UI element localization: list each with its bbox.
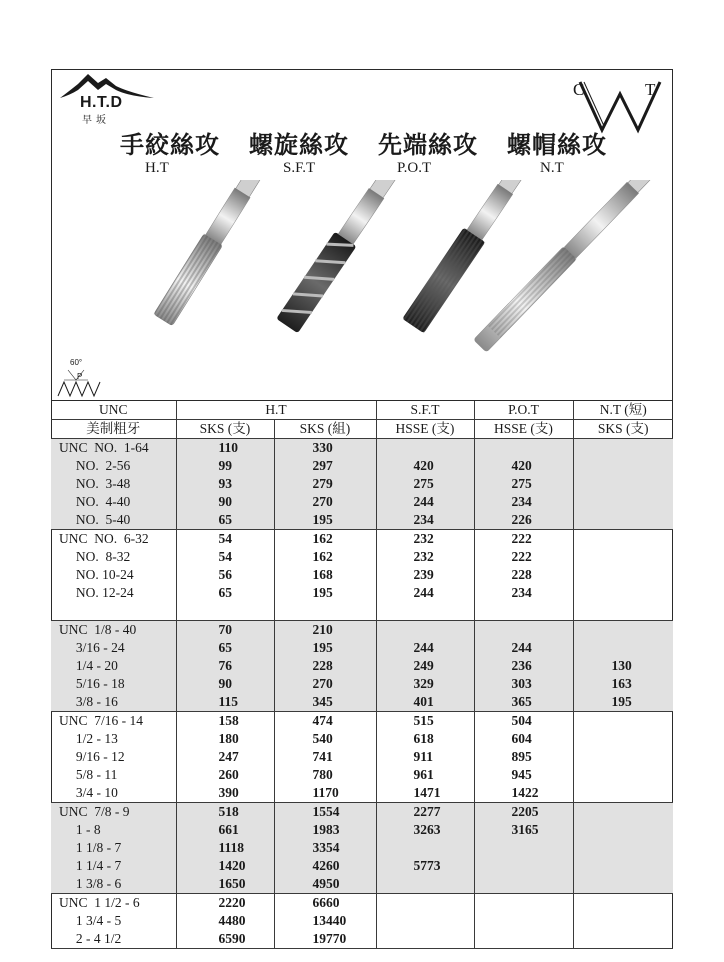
price-cell (376, 839, 474, 857)
price-cell (573, 511, 673, 530)
price-cell: 65 (176, 584, 274, 602)
table-row (51, 457, 673, 475)
price-cell: 518 (176, 803, 274, 822)
price-cell (573, 894, 673, 913)
price-cell: 297 (274, 457, 376, 475)
price-cell: 911 (376, 748, 474, 766)
size-cell: NO. 12-24 (59, 585, 134, 600)
size-cell: NO. 2-56 (51, 457, 176, 475)
size-cell: NO. 10-24 (59, 567, 134, 582)
price-cell (376, 930, 474, 949)
price-cell: 236 (474, 657, 573, 675)
table-row (51, 693, 673, 712)
table-row (51, 930, 673, 949)
price-cell: 244 (474, 639, 573, 657)
price-cell (474, 857, 573, 875)
price-cell: 195 (274, 511, 376, 530)
price-cell: 4480 (176, 912, 274, 930)
product-code-ht: H.T (145, 160, 169, 176)
table-row (51, 894, 673, 913)
tap-ht-icon (154, 180, 264, 326)
table-row (51, 439, 673, 458)
size-cell: 1 3/8 - 6 (51, 875, 176, 894)
size-cell: UNC 1/8 - 40 (51, 621, 176, 640)
price-cell: 56 (176, 566, 274, 584)
price-cell (573, 784, 673, 803)
price-cell (474, 894, 573, 913)
price-cell (376, 894, 474, 913)
price-cell: 2277 (376, 803, 474, 822)
price-cell: 19770 (274, 930, 376, 949)
table-row (51, 493, 673, 511)
price-cell (573, 748, 673, 766)
table-row (51, 839, 673, 857)
price-cell: 2205 (474, 803, 573, 822)
size-cell: 1 1/8 - 7 (51, 839, 176, 857)
header-standard-cn: 美制粗牙 (51, 420, 176, 439)
size-cell: 3/16 - 24 (51, 639, 176, 657)
thread-pitch-label: P (77, 372, 83, 381)
header-ht-single: SKS (支) (176, 420, 274, 439)
price-cell: 234 (376, 511, 474, 530)
price-cell: 99 (176, 457, 274, 475)
table-row (51, 730, 673, 748)
cwt-letter-c: C (573, 80, 585, 99)
price-cell (573, 821, 673, 839)
header-ht-set: SKS (組) (274, 420, 376, 439)
table-row (51, 475, 673, 493)
price-cell: 195 (274, 584, 376, 602)
size-cell: NO. 5-40 (51, 511, 176, 530)
size-cell: 9/16 - 12 (59, 749, 125, 764)
price-cell: 65 (176, 511, 274, 530)
price-cell: 90 (176, 675, 274, 693)
empty-cell (573, 602, 673, 621)
price-cell: 604 (474, 730, 573, 748)
price-cell: 93 (176, 475, 274, 493)
size-cell: 3/4 - 10 (51, 784, 176, 803)
brand-logo (58, 70, 158, 126)
header-nt: N.T (短) (573, 401, 673, 420)
price-cell (573, 839, 673, 857)
size-cell: 1 3/4 - 5 (59, 913, 122, 928)
size-cell: 5/16 - 18 (51, 675, 176, 693)
price-cell (474, 621, 573, 640)
table-row (51, 766, 673, 784)
price-cell: 110 (176, 439, 274, 458)
brand-name-cn: 早坂 (82, 115, 110, 126)
size-cell: NO. 3-48 (51, 475, 176, 493)
size-cell: 2 - 4 1/2 (51, 930, 176, 949)
price-cell: 195 (573, 693, 673, 712)
header-pot: P.O.T (474, 401, 573, 420)
price-cell (376, 439, 474, 458)
price-cell: 6590 (176, 930, 274, 949)
size-cell: UNC 7/16 - 14 (59, 713, 143, 728)
price-cell: 158 (176, 712, 274, 731)
price-cell: 234 (474, 584, 573, 602)
price-cell: 70 (176, 621, 274, 640)
product-title-pot: 先端絲攻 (378, 130, 478, 159)
product-code-sft: S.F.T (283, 160, 316, 176)
header-sft: S.F.T (376, 401, 474, 420)
price-cell: 3263 (376, 821, 474, 839)
price-cell: 76 (176, 657, 274, 675)
price-cell: 6660 (274, 894, 376, 913)
product-photo (55, 180, 669, 370)
size-cell: 1 - 8 (51, 821, 176, 839)
price-table (51, 401, 673, 949)
price-cell: 260 (176, 766, 274, 784)
price-cell (474, 930, 573, 949)
price-cell: 945 (474, 766, 573, 784)
size-cell: 1/4 - 20 (51, 657, 176, 675)
price-cell: 2220 (176, 894, 274, 913)
price-cell: 244 (376, 493, 474, 511)
price-cell (573, 930, 673, 949)
price-cell: 163 (573, 675, 673, 693)
empty-cell (176, 602, 274, 621)
price-cell: 168 (274, 566, 376, 584)
price-cell: 329 (376, 675, 474, 693)
price-cell (376, 912, 474, 930)
price-cell (376, 875, 474, 894)
price-cell (573, 712, 673, 731)
price-cell: 741 (274, 748, 376, 766)
price-cell: 474 (274, 712, 376, 731)
price-cell: 540 (274, 730, 376, 748)
price-cell: 5773 (376, 857, 474, 875)
price-cell: 365 (474, 693, 573, 712)
header-pot-unit: HSSE (支) (474, 420, 573, 439)
price-cell (573, 730, 673, 748)
price-cell: 1170 (274, 784, 376, 803)
price-cell: 244 (376, 639, 474, 657)
price-cell: 270 (274, 675, 376, 693)
price-cell: 180 (176, 730, 274, 748)
price-cell: 228 (274, 657, 376, 675)
price-cell: 401 (376, 693, 474, 712)
price-cell: 1983 (274, 821, 376, 839)
price-cell: 1420 (176, 857, 274, 875)
price-cell: 249 (376, 657, 474, 675)
table-row (51, 639, 673, 657)
price-cell (474, 875, 573, 894)
table-row (51, 675, 673, 693)
product-code-nt: N.T (540, 160, 564, 176)
price-cell: 895 (474, 748, 573, 766)
size-cell: 5/8 - 11 (59, 767, 118, 782)
price-cell: 3165 (474, 821, 573, 839)
price-cell (573, 803, 673, 822)
price-cell: 247 (176, 748, 274, 766)
price-cell (573, 766, 673, 784)
price-cell: 1471 (376, 784, 474, 803)
price-cell: 65 (176, 639, 274, 657)
price-cell (474, 839, 573, 857)
price-cell: 195 (274, 639, 376, 657)
product-title-ht: 手絞絲攻 (120, 130, 220, 159)
header-sft-unit: HSSE (支) (376, 420, 474, 439)
price-cell (573, 639, 673, 657)
table-spacer-row (51, 602, 673, 621)
price-cell (474, 912, 573, 930)
product-title-sft: 螺旋絲攻 (249, 130, 349, 159)
cwt-letter-t: T (645, 80, 656, 99)
table-row (51, 548, 673, 566)
price-cell: 1422 (474, 784, 573, 803)
price-cell: 226 (474, 511, 573, 530)
price-cell: 303 (474, 675, 573, 693)
price-cell: 420 (474, 457, 573, 475)
price-cell: 13440 (274, 912, 376, 930)
price-cell: 222 (474, 548, 573, 566)
table-row (51, 566, 673, 584)
table-row (51, 821, 673, 839)
empty-cell (274, 602, 376, 621)
price-cell: 54 (176, 530, 274, 549)
price-cell: 780 (274, 766, 376, 784)
price-cell: 279 (274, 475, 376, 493)
table-row (51, 584, 673, 602)
price-cell (474, 439, 573, 458)
price-cell: 232 (376, 548, 474, 566)
price-cell: 618 (376, 730, 474, 748)
product-title-nt: 螺帽絲攻 (507, 130, 607, 159)
header-standard: UNC (51, 401, 176, 420)
table-row (51, 712, 673, 731)
header-nt-unit: SKS (支) (573, 420, 673, 439)
price-cell: 345 (274, 693, 376, 712)
header-ht: H.T (176, 401, 376, 420)
thread-angle-label: 60° (70, 358, 83, 367)
table-row (51, 748, 673, 766)
price-cell: 390 (176, 784, 274, 803)
table-row (51, 803, 673, 822)
price-cell: 239 (376, 566, 474, 584)
table-row (51, 875, 673, 894)
brand-name: H.T.D (80, 94, 123, 111)
table-row (51, 784, 673, 803)
size-cell: NO. 8-32 (59, 549, 131, 564)
price-cell: 270 (274, 493, 376, 511)
price-cell (573, 621, 673, 640)
price-cell: 222 (474, 530, 573, 549)
price-cell: 420 (376, 457, 474, 475)
size-cell: 1/2 - 13 (59, 731, 118, 746)
size-cell: UNC NO. 1-64 (51, 439, 176, 458)
price-cell: 504 (474, 712, 573, 731)
price-cell: 1118 (176, 839, 274, 857)
price-cell: 661 (176, 821, 274, 839)
size-cell: UNC 7/8 - 9 (51, 803, 176, 822)
product-code-pot: P.O.T (397, 160, 432, 176)
price-cell (573, 566, 673, 584)
price-cell: 90 (176, 493, 274, 511)
price-cell (573, 457, 673, 475)
price-cell: 4950 (274, 875, 376, 894)
price-cell: 210 (274, 621, 376, 640)
price-cell: 515 (376, 712, 474, 731)
size-cell: UNC 1 1/2 - 6 (59, 895, 140, 910)
price-cell (573, 584, 673, 602)
price-cell (573, 912, 673, 930)
price-cell: 130 (573, 657, 673, 675)
empty-cell (474, 602, 573, 621)
price-cell: 275 (376, 475, 474, 493)
price-cell (573, 548, 673, 566)
price-cell: 330 (274, 439, 376, 458)
price-cell: 1650 (176, 875, 274, 894)
price-cell: 244 (376, 584, 474, 602)
empty-cell (376, 602, 474, 621)
price-cell (573, 875, 673, 894)
empty-cell (51, 602, 176, 621)
price-cell (573, 530, 673, 549)
price-cell: 54 (176, 548, 274, 566)
price-cell: 232 (376, 530, 474, 549)
size-cell: UNC NO. 6-32 (59, 531, 149, 546)
price-cell: 3354 (274, 839, 376, 857)
tap-sft-icon (276, 180, 399, 333)
price-cell (376, 621, 474, 640)
table-row (51, 657, 673, 675)
table-subheader-row (51, 420, 673, 439)
table-row (51, 530, 673, 549)
price-cell: 162 (274, 530, 376, 549)
price-cell: 234 (474, 493, 573, 511)
price-cell (573, 475, 673, 493)
price-cell: 961 (376, 766, 474, 784)
price-cell (573, 439, 673, 458)
price-cell: 228 (474, 566, 573, 584)
price-cell: 275 (474, 475, 573, 493)
price-cell (573, 493, 673, 511)
price-cell (573, 857, 673, 875)
price-cell: 1554 (274, 803, 376, 822)
size-cell: 1 1/4 - 7 (51, 857, 176, 875)
table-row (51, 511, 673, 530)
table-row (51, 912, 673, 930)
table-row (51, 621, 673, 640)
table-row (51, 857, 673, 875)
size-cell: 3/8 - 16 (51, 693, 176, 712)
price-cell: 4260 (274, 857, 376, 875)
price-cell: 162 (274, 548, 376, 566)
price-cell: 115 (176, 693, 274, 712)
table-header-row (51, 401, 673, 420)
size-cell: NO. 4-40 (51, 493, 176, 511)
